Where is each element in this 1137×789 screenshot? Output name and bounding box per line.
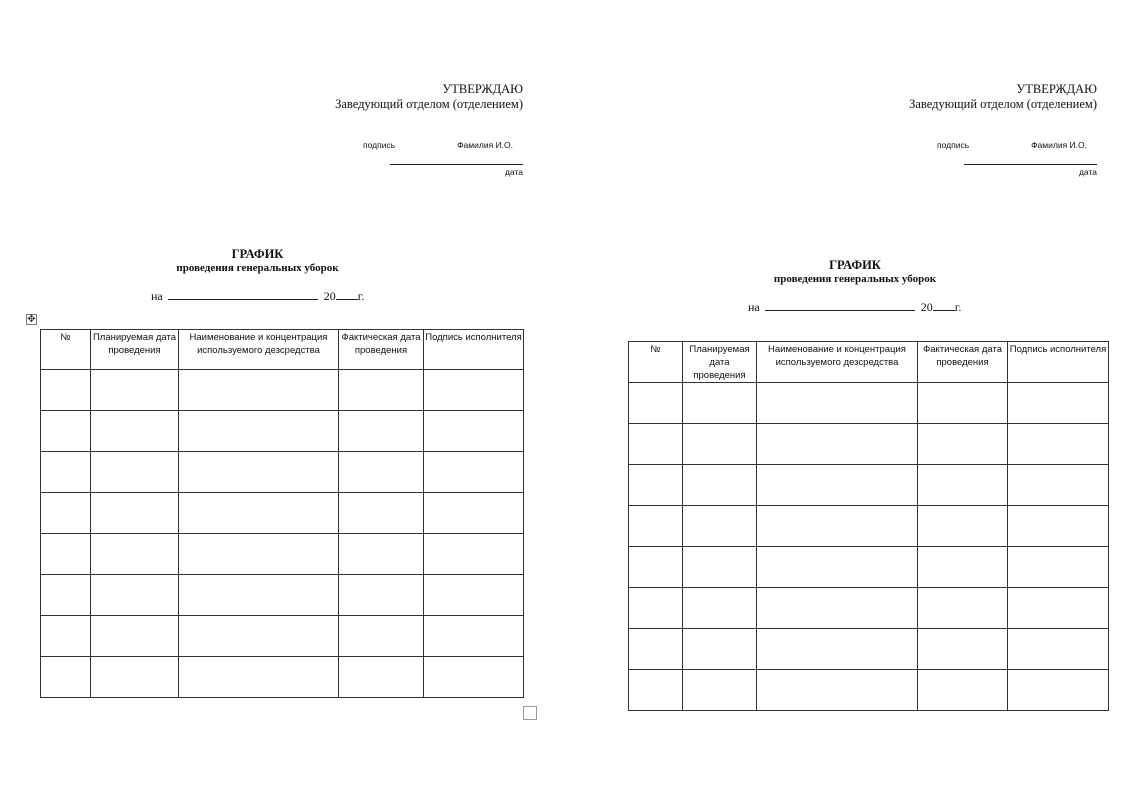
cell-signature[interactable]	[424, 452, 524, 493]
cell-planned-date[interactable]	[683, 465, 757, 506]
cell-planned-date[interactable]	[683, 588, 757, 629]
cell-planned-date[interactable]	[683, 424, 757, 465]
table-row	[629, 383, 1109, 424]
cell-number[interactable]	[629, 465, 683, 506]
cell-disinfectant[interactable]	[757, 424, 918, 465]
cell-number[interactable]	[629, 383, 683, 424]
table-body	[629, 383, 1109, 711]
cell-disinfectant[interactable]	[757, 465, 918, 506]
cell-planned-date[interactable]	[91, 452, 179, 493]
cell-actual-date[interactable]	[918, 629, 1008, 670]
header-signature: Подпись исполнителя	[424, 330, 524, 370]
period-blank[interactable]	[765, 299, 915, 311]
table-row	[41, 575, 524, 616]
cell-number[interactable]	[629, 670, 683, 711]
cell-actual-date[interactable]	[339, 370, 424, 411]
cell-number[interactable]	[41, 657, 91, 698]
header-actual-date: Фактическая дата проведения	[918, 342, 1008, 383]
cell-disinfectant[interactable]	[757, 670, 918, 711]
cell-signature[interactable]	[1008, 383, 1109, 424]
cell-planned-date[interactable]	[91, 575, 179, 616]
cell-number[interactable]	[629, 424, 683, 465]
cell-signature[interactable]	[424, 534, 524, 575]
cell-number[interactable]	[41, 575, 91, 616]
table-row	[41, 657, 524, 698]
cell-signature[interactable]	[1008, 465, 1109, 506]
cell-actual-date[interactable]	[918, 588, 1008, 629]
table-row	[41, 493, 524, 534]
cell-number[interactable]	[629, 629, 683, 670]
cell-actual-date[interactable]	[918, 506, 1008, 547]
name-label: Фамилия И.О.	[1031, 140, 1087, 150]
form-title	[0, 247, 515, 275]
cell-planned-date[interactable]	[91, 657, 179, 698]
cell-planned-date[interactable]	[683, 506, 757, 547]
approval-block	[909, 82, 1097, 112]
header-disinfectant: Наименование и концентрация используемого дезсредства	[757, 342, 918, 383]
cell-disinfectant[interactable]	[179, 370, 339, 411]
table-row	[41, 370, 524, 411]
table-resize-handle[interactable]	[523, 706, 537, 720]
cell-signature[interactable]	[424, 616, 524, 657]
approval-block	[335, 82, 523, 112]
cell-signature[interactable]	[1008, 670, 1109, 711]
signature-line	[964, 164, 1097, 165]
table-move-handle-icon[interactable]: ✥	[27, 314, 36, 325]
cell-number[interactable]	[629, 547, 683, 588]
cell-planned-date[interactable]	[91, 411, 179, 452]
table-row	[629, 588, 1109, 629]
title-subheading: проведения генеральных уборок	[176, 262, 339, 274]
year-prefix: 20	[920, 300, 933, 314]
cell-planned-date[interactable]	[91, 370, 179, 411]
cell-planned-date[interactable]	[683, 383, 757, 424]
approval-title: УТВЕРЖДАЮ	[1016, 82, 1097, 96]
period-blank[interactable]	[168, 288, 318, 300]
cell-actual-date[interactable]	[339, 452, 424, 493]
year-suffix: г.	[954, 300, 962, 314]
table-header-row	[41, 330, 524, 370]
period-prefix: на	[151, 289, 163, 303]
header-signature: Подпись исполнителя	[1008, 342, 1109, 383]
cell-signature[interactable]	[1008, 588, 1109, 629]
cell-signature[interactable]	[424, 493, 524, 534]
cell-planned-date[interactable]	[91, 493, 179, 534]
schedule-table	[628, 341, 1109, 711]
cell-disinfectant[interactable]	[179, 493, 339, 534]
cell-actual-date[interactable]	[918, 465, 1008, 506]
cell-number[interactable]	[629, 588, 683, 629]
document-right	[575, 0, 1107, 789]
form-title	[575, 258, 1135, 286]
date-label: дата	[504, 167, 523, 177]
cell-number[interactable]	[41, 534, 91, 575]
cell-planned-date[interactable]	[91, 616, 179, 657]
table-row	[41, 616, 524, 657]
cell-signature[interactable]	[1008, 629, 1109, 670]
title-heading: ГРАФИК	[829, 258, 881, 272]
table-row	[41, 534, 524, 575]
cell-actual-date[interactable]	[339, 493, 424, 534]
table-row	[629, 629, 1109, 670]
signature-label: подпись	[937, 140, 970, 150]
header-planned-date: Планируемая дата проведения	[683, 342, 757, 383]
period-row	[748, 299, 961, 315]
cell-actual-date[interactable]	[918, 547, 1008, 588]
header-actual-date: Фактическая дата проведения	[339, 330, 424, 370]
document-left	[0, 0, 523, 789]
header-number: №	[41, 330, 91, 370]
cell-actual-date[interactable]	[918, 424, 1008, 465]
header-disinfectant: Наименование и концентрация используемого дезсредства	[179, 330, 339, 370]
year-blank[interactable]	[336, 288, 358, 300]
cell-planned-date[interactable]	[91, 534, 179, 575]
cell-planned-date[interactable]	[683, 670, 757, 711]
title-heading: ГРАФИК	[231, 247, 284, 261]
table-row	[629, 506, 1109, 547]
cell-actual-date[interactable]	[918, 670, 1008, 711]
cell-disinfectant[interactable]	[757, 547, 918, 588]
date-label: дата	[1078, 167, 1097, 177]
cell-disinfectant[interactable]	[757, 629, 918, 670]
cell-disinfectant[interactable]	[757, 588, 918, 629]
cell-disinfectant[interactable]	[179, 575, 339, 616]
cell-number[interactable]	[41, 452, 91, 493]
year-suffix: г.	[357, 289, 365, 303]
cell-disinfectant[interactable]	[757, 383, 918, 424]
cell-actual-date[interactable]	[339, 575, 424, 616]
cell-signature[interactable]	[1008, 424, 1109, 465]
year-prefix: 20	[323, 289, 336, 303]
cell-disinfectant[interactable]	[179, 452, 339, 493]
header-number: №	[629, 342, 683, 383]
approval-position: Заведующий отделом (отделением)	[909, 97, 1097, 111]
cell-actual-date[interactable]	[339, 616, 424, 657]
table-body	[41, 370, 524, 698]
name-label: Фамилия И.О.	[457, 140, 513, 150]
cell-number[interactable]	[41, 493, 91, 534]
period-prefix: на	[748, 300, 760, 314]
table-header-row	[629, 342, 1109, 383]
schedule-table	[40, 329, 524, 698]
table-row	[41, 411, 524, 452]
signature-line	[390, 164, 523, 165]
header-planned-date: Планируемая дата проведения	[91, 330, 179, 370]
cell-number[interactable]	[41, 411, 91, 452]
cell-disinfectant[interactable]	[179, 411, 339, 452]
table-row	[41, 452, 524, 493]
title-subheading: проведения генеральных уборок	[773, 273, 937, 285]
cell-number[interactable]	[41, 370, 91, 411]
cell-signature[interactable]	[424, 657, 524, 698]
cell-disinfectant[interactable]	[179, 657, 339, 698]
cell-signature[interactable]	[424, 411, 524, 452]
cell-signature[interactable]	[424, 575, 524, 616]
approval-position: Заведующий отделом (отделением)	[335, 97, 523, 111]
cell-actual-date[interactable]	[339, 657, 424, 698]
cell-disinfectant[interactable]	[757, 506, 918, 547]
cell-signature[interactable]	[1008, 547, 1109, 588]
cell-planned-date[interactable]	[683, 547, 757, 588]
year-blank[interactable]	[933, 299, 955, 311]
table-row	[629, 670, 1109, 711]
cell-signature[interactable]	[424, 370, 524, 411]
cell-actual-date[interactable]	[339, 411, 424, 452]
cell-number[interactable]	[629, 506, 683, 547]
cell-disinfectant[interactable]	[179, 534, 339, 575]
cell-actual-date[interactable]	[339, 534, 424, 575]
table-row	[629, 465, 1109, 506]
cell-actual-date[interactable]	[918, 383, 1008, 424]
cell-signature[interactable]	[1008, 506, 1109, 547]
approval-title: УТВЕРЖДАЮ	[442, 82, 523, 96]
table-row	[629, 547, 1109, 588]
cell-number[interactable]	[41, 616, 91, 657]
signature-label: подпись	[363, 140, 396, 150]
period-row	[151, 288, 364, 304]
table-row	[629, 424, 1109, 465]
cell-planned-date[interactable]	[683, 629, 757, 670]
cell-disinfectant[interactable]	[179, 616, 339, 657]
